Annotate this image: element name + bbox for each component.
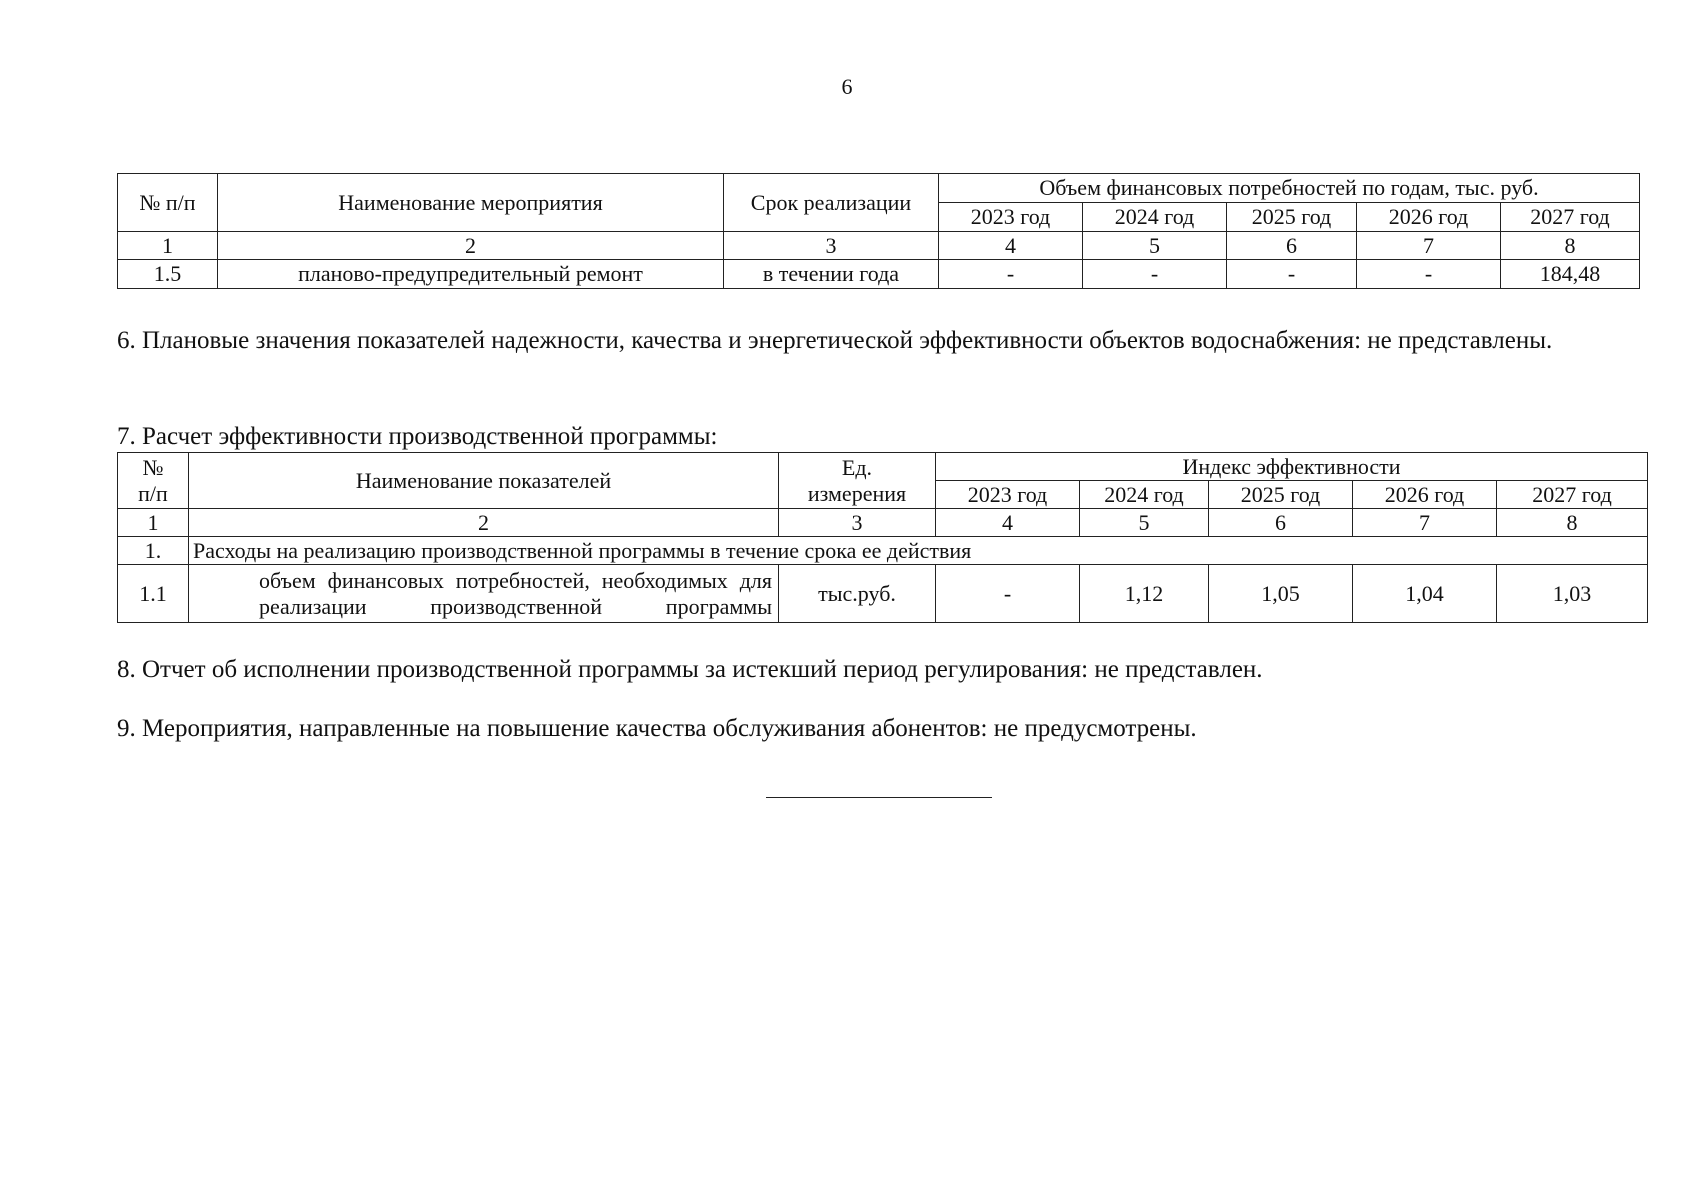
header-year: 2026 год [1357,203,1501,232]
header-year: 2024 год [1080,481,1209,509]
header-activity-name: Наименование мероприятия [218,174,724,232]
table-group-row [118,537,1648,565]
header-year: 2025 год [1227,203,1357,232]
column-number: 7 [1357,232,1501,260]
header-num-line1: № [142,454,164,480]
header-term: Срок реализации [724,174,939,232]
header-year: 2025 год [1209,481,1353,509]
column-number: 8 [1501,232,1640,260]
page-number: 6 [841,74,853,99]
row-value: 1,04 [1353,565,1497,623]
section-6-paragraph: 6. Плановые значения показателей надежности, качества и энергетической эффективности объектов водоснабжения: не представлены. [117,327,1553,354]
row-value: - [1227,260,1357,289]
row-value: 1,03 [1497,565,1648,623]
column-number: 1 [118,232,218,260]
section-7-title: 7. Расчет эффективности производственной программы: [117,423,718,450]
header-unit [779,453,936,509]
row-value: - [939,260,1083,289]
header-year: 2026 год [1353,481,1497,509]
header-num [118,453,189,509]
row-num: 1.5 [118,260,218,289]
header-year: 2027 год [1497,481,1648,509]
row-activity-name: планово-предупредительный ремонт [218,260,724,289]
column-number: 5 [1080,509,1209,537]
section-9-paragraph: 9. Мероприятия, направленные на повышение качества обслуживания абонентов: не предусмотрены. [117,715,1197,742]
column-number: 6 [1227,232,1357,260]
row-value: - [1083,260,1227,289]
row-term: в течении года [724,260,939,289]
header-year: 2027 год [1501,203,1640,232]
financial-needs-table [117,173,1640,289]
row-value: - [1357,260,1501,289]
header-year: 2024 год [1083,203,1227,232]
column-number: 2 [218,232,724,260]
header-year: 2023 год [939,203,1083,232]
column-number: 1 [118,509,189,537]
table-row [118,565,1648,623]
end-divider [766,797,992,798]
section-8-paragraph: 8. Отчет об исполнении производственной программы за истекший период регулирования: не представлен. [117,656,1263,683]
row-indicator-name: объем финансовых потребностей, необходимых для реализации производственной программы [189,565,779,623]
header-unit-line1: Ед. [841,454,873,480]
header-volume: Объем финансовых потребностей по годам, тыс. руб. [939,174,1640,203]
header-num: № п/п [118,174,218,232]
column-number: 4 [939,232,1083,260]
header-unit-line2: измерения [807,480,907,506]
group-text: Расходы на реализацию производственной программы в течение срока ее действия [189,537,1648,565]
table-row [118,260,1640,289]
efficiency-table [117,452,1648,623]
column-number: 4 [936,509,1080,537]
row-value: 184,48 [1501,260,1640,289]
column-number: 8 [1497,509,1648,537]
row-value: 1,12 [1080,565,1209,623]
header-year: 2023 год [936,481,1080,509]
row-num: 1.1 [118,565,189,623]
column-number: 3 [779,509,936,537]
row-value: - [936,565,1080,623]
column-number: 2 [189,509,779,537]
column-number: 3 [724,232,939,260]
column-number: 5 [1083,232,1227,260]
row-unit: тыс.руб. [779,565,936,623]
column-number: 7 [1353,509,1497,537]
column-number: 6 [1209,509,1353,537]
header-num-line2: п/п [138,480,168,506]
group-num: 1. [118,537,189,565]
header-efficiency-index: Индекс эффективности [936,453,1648,481]
row-value: 1,05 [1209,565,1353,623]
header-indicator-name: Наименование показателей [189,453,779,509]
